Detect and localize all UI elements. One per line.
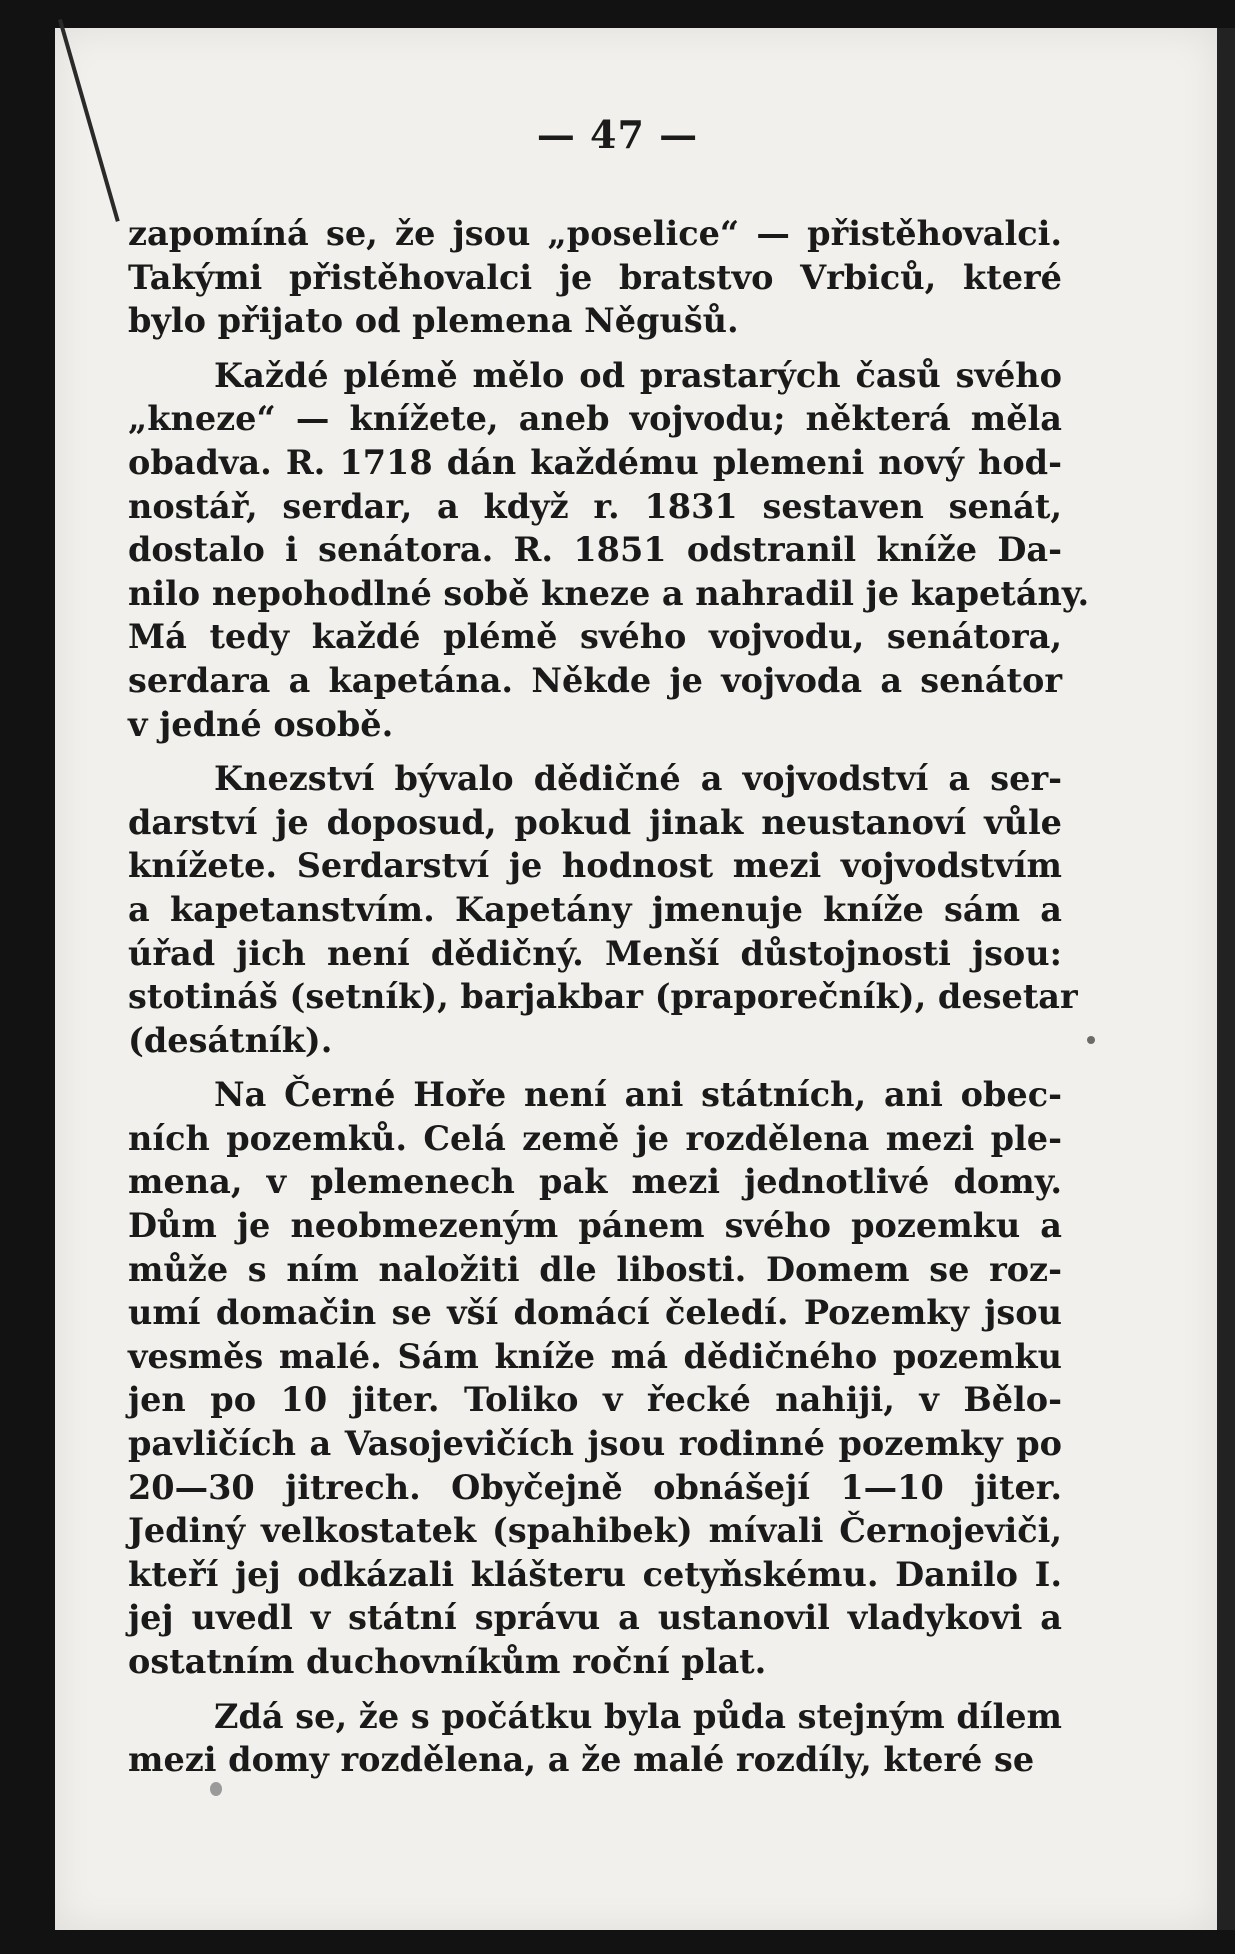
text-line: ostatním duchovníkům roční plat. bbox=[128, 1642, 767, 1681]
text-line: Dům je neobmezeným pánem svého pozemku a bbox=[128, 1206, 1062, 1246]
text-line: vesměs malé. Sám kníže má dědičného pozemku bbox=[128, 1336, 1062, 1376]
paragraph bbox=[128, 212, 1062, 343]
text-line: serdara a kapetána. Někde je vojvoda a senátor bbox=[128, 660, 1062, 700]
text-line: bylo přijato od plemena Něgušů. bbox=[128, 301, 739, 341]
text-line: „kneze“ — knížete, aneb vojvodu; některá měla bbox=[128, 399, 1062, 439]
text-line: darství je doposud, pokud jinak neustanoví vůle bbox=[128, 802, 1062, 842]
paragraph bbox=[128, 1695, 1062, 1782]
text-line: Jediný velkostatek (spahibek) mívali Černojeviči, bbox=[128, 1511, 1062, 1551]
text-line: Takými přistěhovalci je bratstvo Vrbiců, které bbox=[128, 257, 1062, 297]
text-line: Na Černé Hoře není ani státních, ani obec- bbox=[214, 1075, 1062, 1115]
text-line: ních pozemků. Celá země je rozdělena mezi ple- bbox=[128, 1118, 1062, 1158]
text-line: Knezství bývalo dědičné a vojvodství a ser- bbox=[214, 759, 1062, 799]
text-line: zapomíná se, že jsou „poselice“ — přistěhovalci. bbox=[128, 214, 1062, 253]
text-line: úřad jich není dědičný. Menší důstojnosti jsou: bbox=[128, 933, 1062, 973]
text-line: mezi domy rozdělena, a že malé rozdíly, které se bbox=[128, 1740, 1035, 1780]
text-line: mena, v plemenech pak mezi jednotlivé domy. bbox=[128, 1162, 1062, 1202]
text-line: nilo nepohodlné sobě kneze a nahradil je kapetány. bbox=[128, 573, 1090, 613]
page-right-edge bbox=[1217, 28, 1235, 1930]
text-line: kteří jej odkázali klášteru cetyňskému. Danilo I. bbox=[128, 1554, 1062, 1594]
text-line: a kapetanstvím. Kapetány jmenuje kníže sám a bbox=[128, 889, 1062, 929]
text-line: jej uvedl v státní správu a ustanovil vladykovi a bbox=[128, 1598, 1062, 1638]
paragraph bbox=[128, 354, 1090, 746]
text-line: stotináš (setník), barjakbar (praporečník), desetar bbox=[128, 977, 1078, 1017]
text-line: jen po 10 jiter. Toliko v řecké nahiji, v Bělo- bbox=[128, 1380, 1062, 1420]
text-line: může s ním naložiti dle libosti. Domem se roz- bbox=[128, 1249, 1062, 1289]
text-line: (desátník). bbox=[128, 1020, 333, 1060]
text-line: pavličích a Vasojevičích jsou rodinné pozemky po bbox=[128, 1424, 1062, 1464]
text-line: knížete. Serdarství je hodnost mezi vojvodstvím bbox=[128, 846, 1062, 886]
paragraph bbox=[128, 1073, 1062, 1683]
paper-speck bbox=[210, 1782, 222, 1796]
text-line: v jedné osobě. bbox=[128, 704, 394, 744]
paper-speck bbox=[1087, 1036, 1095, 1044]
text-line: 20—30 jitrech. Obyčejně obnášejí 1—10 jiter. bbox=[128, 1467, 1062, 1507]
page-number: — 47 — bbox=[536, 112, 699, 157]
paragraph bbox=[128, 757, 1078, 1062]
text-line: umí domačin se vší domácí čeledí. Pozemky jsou bbox=[128, 1293, 1062, 1333]
text-line: Každé plémě mělo od prastarých časů svého bbox=[214, 355, 1062, 395]
body-text bbox=[128, 212, 1090, 1793]
text-line: Zdá se, že s počátku byla půda stejným dílem bbox=[214, 1696, 1062, 1736]
text-line: dostalo i senátora. R. 1851 odstranil kníže Da- bbox=[128, 530, 1062, 570]
text-line: Má tedy každé plémě svého vojvodu, senátora, bbox=[128, 617, 1062, 657]
text-line: nostář, serdar, a když r. 1831 sestaven senát, bbox=[128, 486, 1062, 526]
text-line: obadva. R. 1718 dán každému plemeni nový hod- bbox=[128, 442, 1062, 482]
